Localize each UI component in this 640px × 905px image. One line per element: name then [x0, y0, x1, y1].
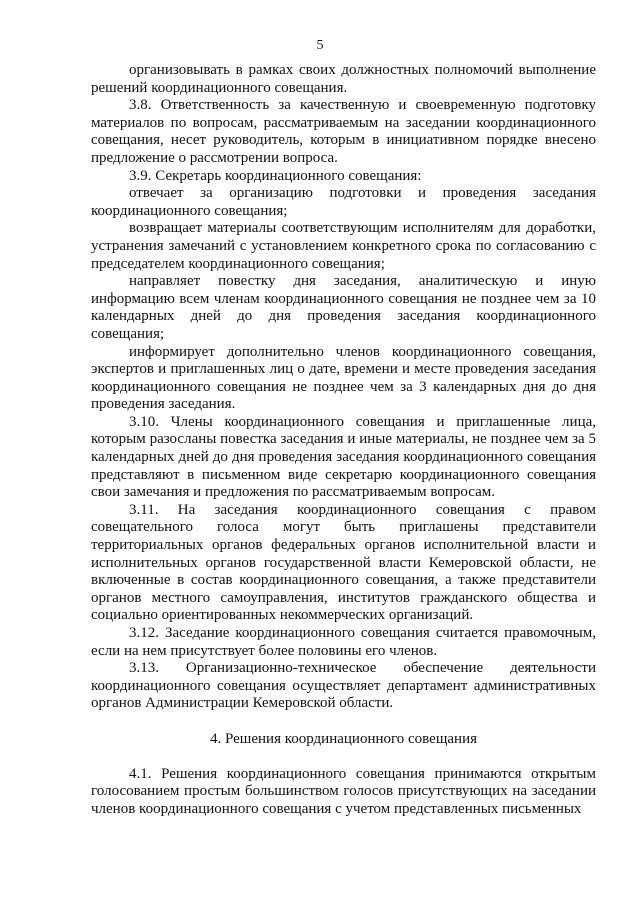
document-body [91, 62, 596, 818]
paragraph-3-8: 3.8. Ответственность за качественную и своевременную подготовку материалов по вопросам, рассматриваемым на заседании координационного совещания, несет руководитель, которым в инициативном порядке внесено предложение о рассмотрении вопроса. [91, 97, 596, 166]
paragraph-3-13: 3.13. Организационно-техническое обеспечение деятельности координационного совещания осуществляет департамент административных органов Администрации Кемеровской области. [91, 660, 596, 712]
paragraph-3-10: 3.10. Члены координационного совещания и приглашенные лица, которым разосланы повестка заседания и иные материалы, не позднее чем за 5 календарных дней до дня проведения заседания координационного совещания представляют в письменном виде секретарю координационного совещания свои замечания и предложения по рассматриваемым вопросам. [91, 413, 596, 501]
paragraph-3-11: 3.11. На заседания координационного совещания с правом совещательного голоса могут быть приглашены представители территориальных органов федеральных органов исполнительной власти и исполнительных органов государственной власти Кемеровской области, не включенные в состав координационного совещания, а также представители органов местного самоуправления, институтов гражданского общества и социально ориентированных некоммерческих организаций. [91, 501, 596, 624]
page-number: 5 [316, 38, 324, 53]
paragraph-3-9-duty-2: возвращает материалы соответствующим исполнителям для доработки, устранения замечаний с установлением конкретного срока по согласованию с председателем координационного совещания; [91, 220, 596, 272]
paragraph-4-1: 4.1. Решения координационного совещания принимаются открытым голосованием простым большинством голосов присутствующих на заседании членов координационного совещания с учетом представленных письменных [91, 765, 596, 817]
paragraph-3-9-duty-3: направляет повестку дня заседания, аналитическую и иную информацию всем членам координационного совещания не позднее чем за 10 календарных дней до дня проведения заседания координационного совещания; [91, 273, 596, 342]
paragraph-continuation: организовывать в рамках своих должностных полномочий выполнение решений координационного совещания. [91, 62, 596, 96]
paragraph-3-9-duty-4: информирует дополнительно членов координационного совещания, экспертов и приглашенных лиц о дате, времени и месте проведения заседания координационного совещания не позднее чем за 3 календарных дня до дня проведения заседания. [91, 343, 596, 413]
paragraph-3-9-duty-1: отвечает за организацию подготовки и проведения заседания координационного совещания; [91, 185, 596, 219]
paragraph-3-12: 3.12. Заседание координационного совещания считается правомочным, если на нем присутствует более половины его членов. [91, 625, 596, 659]
paragraph-3-9: 3.9. Секретарь координационного совещания: [129, 167, 422, 184]
section-heading: 4. Решения координационного совещания [210, 730, 477, 747]
